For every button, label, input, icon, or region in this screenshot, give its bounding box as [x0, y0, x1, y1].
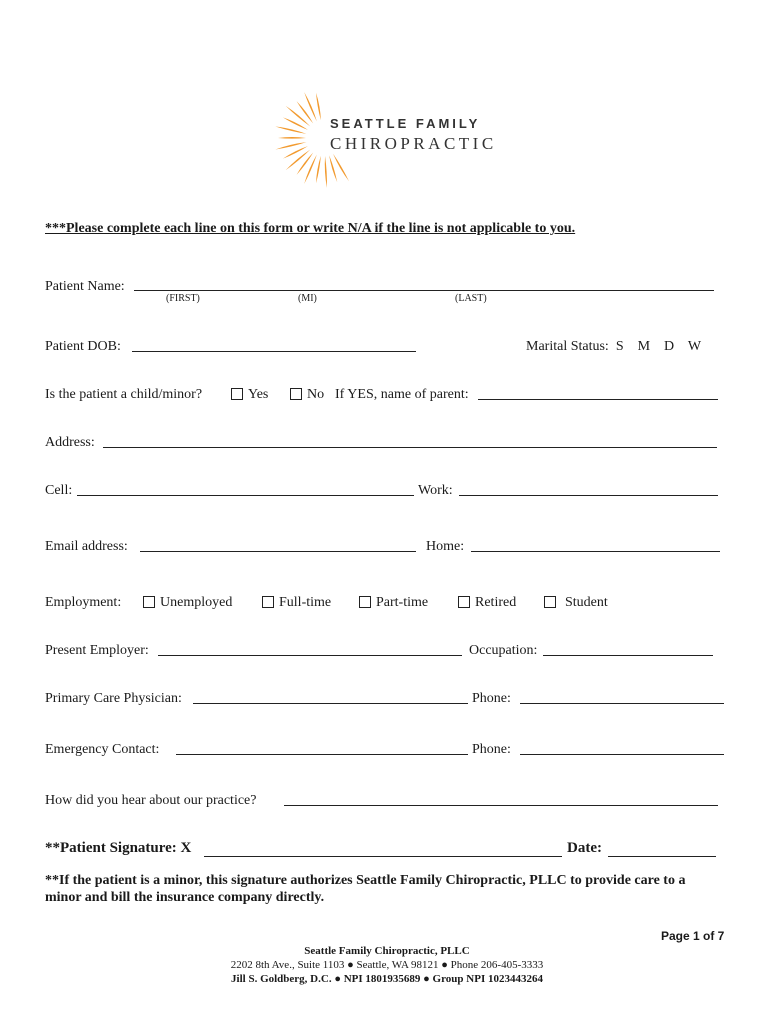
footer-practice-name: Seattle Family Chiropractic, PLLC [304, 945, 470, 957]
form-instruction: ***Please complete each line on this form or write N/A if the line is not applicable to you. [45, 221, 576, 236]
work-label: Work: [418, 483, 453, 498]
parent-name-label: If YES, name of parent: [335, 387, 469, 402]
sun-ray [286, 150, 311, 171]
parttime-checkbox[interactable] [359, 596, 371, 608]
last-name-caption: (LAST) [455, 293, 487, 304]
retired-label: Retired [475, 595, 517, 610]
logo-line-1: SEATTLE FAMILY [330, 116, 481, 131]
emergency-phone-label: Phone: [472, 742, 511, 757]
sun-ray [283, 117, 308, 130]
first-name-caption: (FIRST) [166, 293, 200, 304]
cell-label: Cell: [45, 483, 73, 498]
footer-npi: Jill S. Goldberg, D.C. ● NPI 1801935689 ● Group NPI 1023443264 [231, 973, 543, 985]
middle-initial-caption: (MI) [298, 293, 317, 304]
sun-ray [297, 101, 314, 123]
minor-yes-label: Yes [248, 387, 269, 402]
minor-no-checkbox[interactable] [290, 388, 302, 400]
patient-name-field[interactable] [134, 290, 714, 291]
pcp-phone-field[interactable] [520, 703, 724, 704]
date-field[interactable] [608, 856, 716, 857]
footer-address: 2202 8th Ave., Suite 1103 ● Seattle, WA 98121 ● Phone 206-405-3333 [230, 959, 544, 971]
minor-question: Is the patient a child/minor? [45, 387, 203, 402]
referral-question: How did you hear about our practice? [45, 793, 257, 808]
occupation-label: Occupation: [469, 643, 538, 658]
address-field[interactable] [103, 447, 717, 448]
sun-ray [325, 156, 327, 188]
referral-field[interactable] [284, 805, 718, 806]
work-field[interactable] [459, 495, 718, 496]
patient-name-label: Patient Name: [45, 279, 125, 294]
employer-field[interactable] [158, 655, 462, 656]
fulltime-checkbox[interactable] [262, 596, 274, 608]
minor-yes-checkbox[interactable] [231, 388, 243, 400]
emergency-contact-label: Emergency Contact: [45, 742, 160, 757]
page-number: Page 1 of 7 [661, 929, 725, 943]
emergency-contact-field[interactable] [176, 754, 468, 755]
sun-ray [275, 126, 306, 133]
sun-ray [316, 93, 321, 121]
sun-ray [304, 92, 317, 121]
retired-checkbox[interactable] [458, 596, 470, 608]
home-field[interactable] [471, 551, 720, 552]
pcp-label: Primary Care Physician: [45, 691, 182, 706]
address-label: Address: [45, 435, 95, 450]
occupation-field[interactable] [543, 655, 713, 656]
sun-ray [304, 155, 317, 184]
footer [177, 944, 597, 986]
pcp-field[interactable] [193, 703, 468, 704]
marital-status-label: Marital Status: S M D W [526, 339, 702, 354]
pcp-phone-label: Phone: [472, 691, 511, 706]
patient-signature-label: **Patient Signature: X [45, 840, 192, 856]
cell-field[interactable] [77, 495, 414, 496]
parent-name-field[interactable] [478, 399, 718, 400]
fulltime-label: Full-time [279, 595, 332, 610]
emergency-phone-field[interactable] [520, 754, 724, 755]
minor-consent-note: **If the patient is a minor, this signature authorizes Seattle Family Chiropractic, PLLC to provide care to a minor and bill the insurance company directly. [45, 873, 686, 905]
sun-ray [297, 152, 314, 174]
sun-ray [278, 137, 306, 139]
home-label: Home: [426, 539, 465, 554]
employment-label: Employment: [45, 595, 122, 610]
dob-field[interactable] [132, 351, 416, 352]
logo-line-2: CHIROPRACTIC [330, 134, 497, 153]
student-checkbox[interactable] [544, 596, 556, 608]
sun-ray [286, 106, 311, 127]
date-label: Date: [567, 840, 602, 856]
dob-label: Patient DOB: [45, 339, 121, 354]
unemployed-label: Unemployed [160, 595, 233, 610]
employer-label: Present Employer: [45, 643, 149, 658]
sun-ray [316, 156, 321, 184]
email-label: Email address: [45, 539, 128, 554]
patient-signature-field[interactable] [204, 856, 562, 857]
unemployed-checkbox[interactable] [143, 596, 155, 608]
sun-ray [283, 146, 308, 159]
email-field[interactable] [140, 551, 416, 552]
minor-no-label: No [307, 387, 325, 402]
student-label: Student [565, 595, 608, 610]
parttime-label: Part-time [376, 595, 429, 610]
